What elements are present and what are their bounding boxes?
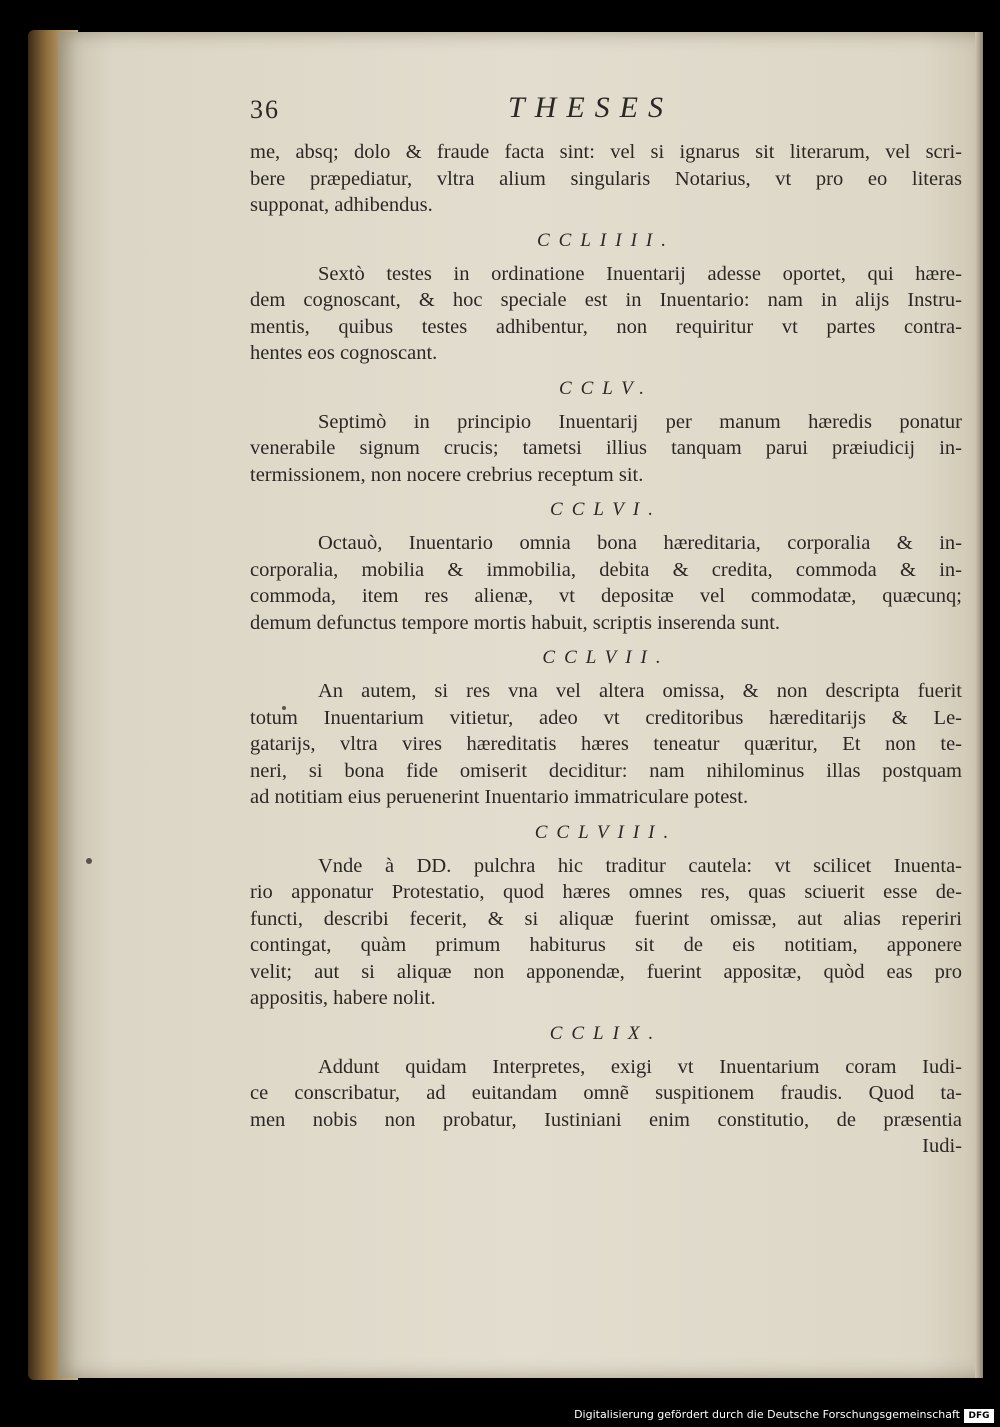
thesis-paragraph: [250, 1054, 962, 1134]
thesis-paragraph: [250, 409, 962, 489]
text-line: supponat, adhibendus.: [250, 194, 433, 216]
text-line: contingat, quàm primum habiturus sit de eis notitiam, apponere: [250, 934, 962, 956]
ink-speck: [86, 858, 92, 864]
text-line: appositis, habere nolit.: [250, 987, 436, 1009]
text-line: men nobis non probatur, Iustiniani enim constitutio, de præsentia: [250, 1108, 962, 1131]
text-line: totum Inuentarium vitietur, adeo vt creditoribus hæreditarijs & Le-: [250, 706, 962, 729]
page-number: 36: [250, 95, 280, 124]
text-line: functi, describi fecerit, & si aliquæ fuerint omissæ, aut alias reperiri: [250, 907, 962, 930]
page-header: [250, 91, 962, 139]
thesis-paragraph: [250, 261, 962, 367]
thesis-paragraph: [250, 853, 962, 1012]
text-line: Addunt quidam Interpretes, exigi vt Inuentarium coram Iudi-: [318, 1055, 962, 1078]
text-line: termissionem, non nocere crebrius receptum sit.: [250, 463, 644, 486]
text-line: mentis, quibus testes adhibentur, non requiritur vt partes contra-: [250, 315, 962, 338]
thesis-number: CCLVII.: [542, 647, 670, 668]
thesis-number: CCLVIII.: [534, 821, 678, 843]
dfg-logo-icon: DFG: [964, 1409, 994, 1423]
thesis-number: CCLVI.: [550, 499, 662, 520]
thesis-paragraph: [250, 678, 962, 811]
text-line: rio apponatur Protestatio, quod hæres omnes res, quas sciuerit esse de-: [250, 881, 962, 903]
thesis-number: CCLV.: [558, 377, 654, 399]
text-line: Sextò testes in ordinatione Inuentarij adesse oportet, qui hære-: [318, 262, 962, 285]
text-line: Octauò, Inuentario omnia bona hæreditaria, corporalia & in-: [318, 532, 962, 554]
text-line: gatarijs, vltra vires hæreditatis hæres teneatur quæritur, Et non te-: [250, 733, 962, 755]
text-line: corporalia, mobilia & immobilia, debita & credita, commoda & in-: [250, 558, 962, 581]
text-line: venerabile signum crucis; tametsi illius tanquam parui præiudicij in-: [250, 437, 962, 459]
page-text-block: [250, 91, 962, 1159]
text-line: An autem, si res vna vel altera omissa, & non descripta fuerit: [318, 680, 962, 702]
text-line: velit; aut si aliquæ non apponendæ, fuerint appositæ, quòd eas pro: [250, 960, 962, 983]
text-line: Vnde à DD. pulchra hic traditur cautela: vt scilicet Inuenta-: [318, 854, 962, 877]
text-line: Septimò in principio Inuentarij per manum hæredis ponatur: [318, 410, 962, 433]
text-line: commoda, item res alienæ, vt depositæ vel commodatæ, quæcunq;: [250, 585, 962, 607]
text-line: hentes eos cognoscant.: [250, 342, 438, 364]
text-line: me, absq; dolo & fraude facta sint: vel si ignarus sit literarum, vel scri-: [250, 141, 962, 163]
running-title: THESES: [508, 91, 673, 124]
thesis-paragraph: [250, 530, 962, 636]
continued-paragraph: [250, 139, 962, 219]
footer-credit: Digitalisierung gefördert durch die Deutsche Forschungsgemeinschaft: [574, 1408, 960, 1421]
text-line: neri, si bona fide omiserit deciditur: nam nihilominus illas postquam: [250, 759, 962, 782]
catchword: Iudi-: [922, 1135, 962, 1157]
text-line: demum defunctus tempore mortis habuit, scriptis inserenda sunt.: [250, 611, 781, 634]
thesis-number: CCLIIII.: [537, 229, 675, 251]
text-line: dem cognoscant, & hoc speciale est in Inuentario: nam in alijs Instru-: [250, 289, 962, 311]
page-fore-edge: [975, 32, 983, 1378]
thesis-number: CCLIX.: [549, 1022, 663, 1044]
text-line: ce conscribatur, ad euitandam omnẽ suspitionem fraudis. Quod ta-: [250, 1082, 962, 1104]
text-line: bere præpediatur, vltra alium singularis Notarius, vt pro eo literas: [250, 167, 962, 190]
text-line: ad notitiam eius peruenerint Inuentario immatriculare potest.: [250, 786, 749, 808]
